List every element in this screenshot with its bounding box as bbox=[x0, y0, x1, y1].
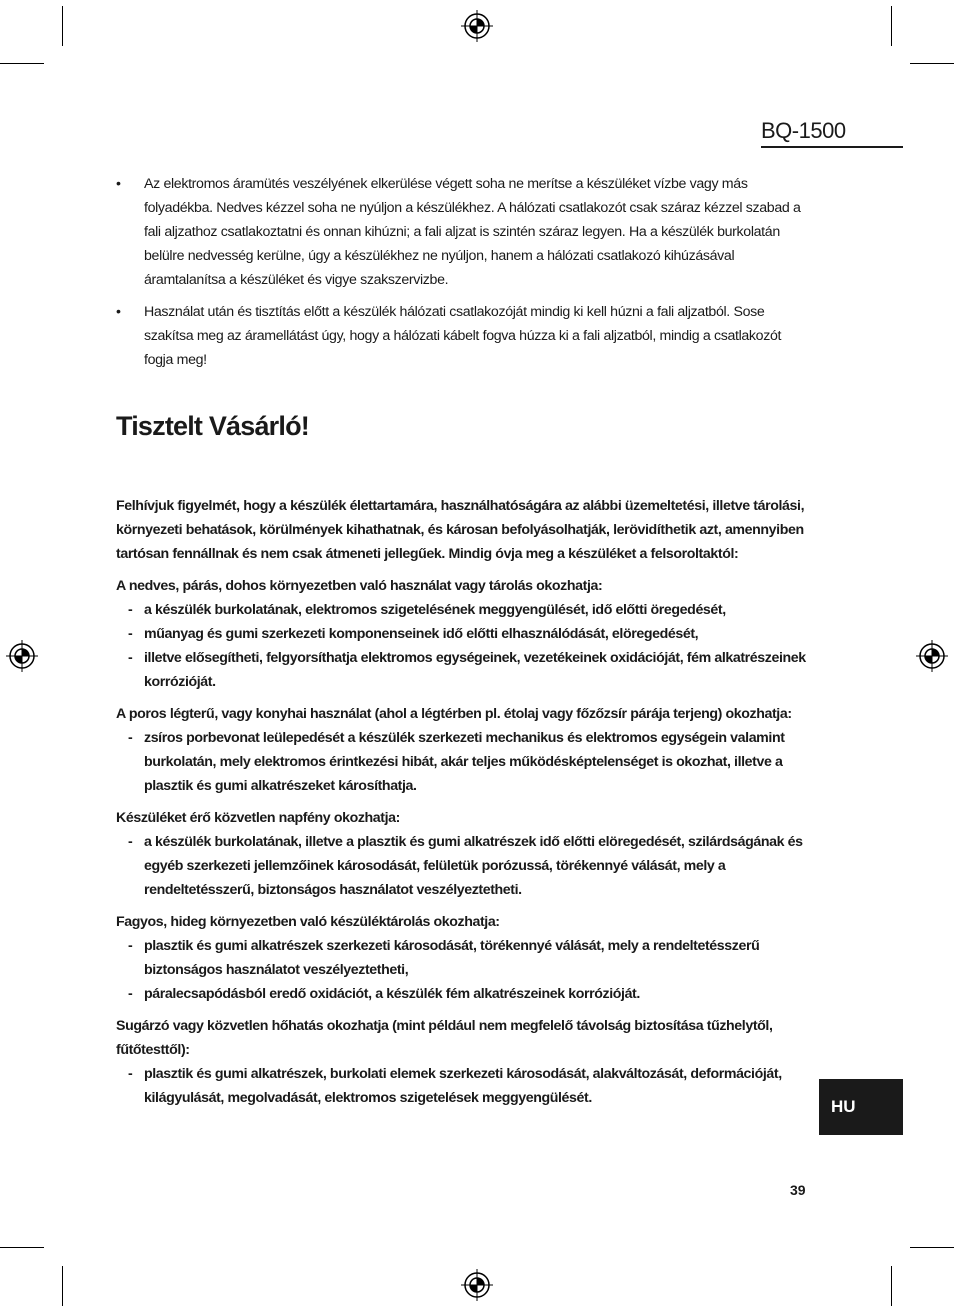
list-item: - illetve elősegítheti, felgyorsíthatja elektromos egységeinek, vezetékeinek oxidációját, fém alkatrészeinek korrózióját. bbox=[116, 646, 806, 694]
registration-mark-icon bbox=[6, 640, 38, 672]
section-heading: A poros légterű, vagy konyhai használat (ahol a légtérben pl. étolaj vagy főzőzsír párája terjeng) okozhatja: bbox=[116, 706, 792, 722]
section-sunlight bbox=[116, 806, 806, 902]
crop-mark bbox=[910, 1247, 954, 1248]
safety-bullet-list bbox=[116, 172, 806, 372]
list-item: • Használat után és tisztítás előtt a készülék hálózati csatlakozóját mindig ki kell húzni a fali aljzatból. Sose szakítsa meg az áramellátást úgy, hogy a hálózati kábelt fogva húzza ki a fali aljzatból, mindig a csatlakozót fogja meg! bbox=[116, 300, 806, 372]
language-tab-label: HU bbox=[831, 1097, 856, 1116]
list-item: - plasztik és gumi alkatrészek szerkezeti károsodását, törékennyé válását, mely a rendeltetésszerű biztonságos használatot veszélyeztetheti, bbox=[116, 934, 806, 982]
section-frost bbox=[116, 910, 806, 1006]
crop-mark bbox=[62, 1266, 63, 1306]
list-item: - plasztik és gumi alkatrészek, burkolati elemek szerkezeti károsodását, alakváltozását, deformációját, kilágyulását, megolvadását, elektromos szigetelések meggyengülését. bbox=[116, 1062, 806, 1110]
model-number: BQ-1500 bbox=[761, 118, 903, 148]
language-tab bbox=[819, 1079, 903, 1135]
crop-mark bbox=[910, 63, 954, 64]
section-heading: Készüléket érő közvetlen napfény okozhatja: bbox=[116, 810, 400, 826]
crop-mark bbox=[891, 1266, 892, 1306]
crop-mark bbox=[62, 6, 63, 46]
section-heading: A nedves, párás, dohos környezetben való használat vagy tárolás okozhatja: bbox=[116, 578, 603, 594]
section-humidity bbox=[116, 574, 806, 694]
crop-mark bbox=[0, 63, 44, 64]
crop-mark bbox=[891, 6, 892, 46]
list-item: - a készülék burkolatának, illetve a plasztik és gumi alkatrészek idő előtti elöregedését, szilárdságának és egyéb szerkezeti jellemzőinek károsodását, felületük porózussá, törékennyé válását, mely a rendeltetésszerű, biztonságos használatot veszélyeztetheti. bbox=[116, 830, 806, 902]
list-item: • Az elektromos áramütés veszélyének elkerülése végett soha ne merítse a készüléket vízbe vagy más folyadékba. Nedves kézzel soha ne nyúljon a készülékhez. A hálózati csatlakozót csak száraz kézzel szabad a fali aljzathoz csatlakoztatni és onnan kihúzni; a fali aljzat is szintén száraz legyen. Ha a készülék burkolatán belülre nedvesség kerülne, úgy a készülékhez ne nyúljon, hanem a hálózati csatlakozó kihúzásával áramtalanítsa a készüléket és vigye szakszervizbe. bbox=[116, 172, 806, 292]
section-heading: Fagyos, hideg környezetben való készüléktárolás okozhatja: bbox=[116, 914, 500, 930]
registration-mark-icon bbox=[461, 1269, 493, 1301]
page-content bbox=[116, 172, 806, 1118]
section-dust bbox=[116, 702, 806, 798]
page-title: Tisztelt Vásárló! bbox=[116, 411, 309, 441]
section-heading: Sugárzó vagy közvetlen hőhatás okozhatja (mint például nem megfelelő távolság biztosítása tűzhelytől, fűtőtesttől): bbox=[116, 1018, 773, 1058]
section-heat bbox=[116, 1014, 806, 1110]
page-number: 39 bbox=[790, 1182, 806, 1198]
list-item: - a készülék burkolatának, elektromos szigetelésének meggyengülését, idő előtti öregedését, bbox=[116, 598, 806, 622]
list-item: - zsíros porbevonat leülepedését a készülék szerkezeti mechanikus és elektromos egységein valamint burkolatán, mely elektromos érintkezési hibát, akár teljes működésképtelenséget is okozhat, illetve a plasztik és gumi alkatrészeket károsíthatja. bbox=[116, 726, 806, 798]
list-item: - műanyag és gumi szerkezeti komponenseinek idő előtti elhasználódását, elöregedését, bbox=[116, 622, 806, 646]
list-item: - páralecsapódásból eredő oxidációt, a készülék fém alkatrészeinek korrózióját. bbox=[116, 982, 806, 1006]
intro-paragraph: Felhívjuk figyelmét, hogy a készülék élettartamára, használhatóságára az alábbi üzemeltetési, illetve tárolási, környezeti behatások, körülmények kihathatnak, és károsan befolyásolhatják, lerövidíthetik azt, amennyiben tartósan fennállnak és nem csak átmeneti jellegűek. Mindig óvja meg a készüléket a felsoroltaktól: bbox=[116, 498, 805, 562]
crop-mark bbox=[0, 1247, 44, 1248]
registration-mark-icon bbox=[461, 10, 493, 42]
registration-mark-icon bbox=[916, 640, 948, 672]
